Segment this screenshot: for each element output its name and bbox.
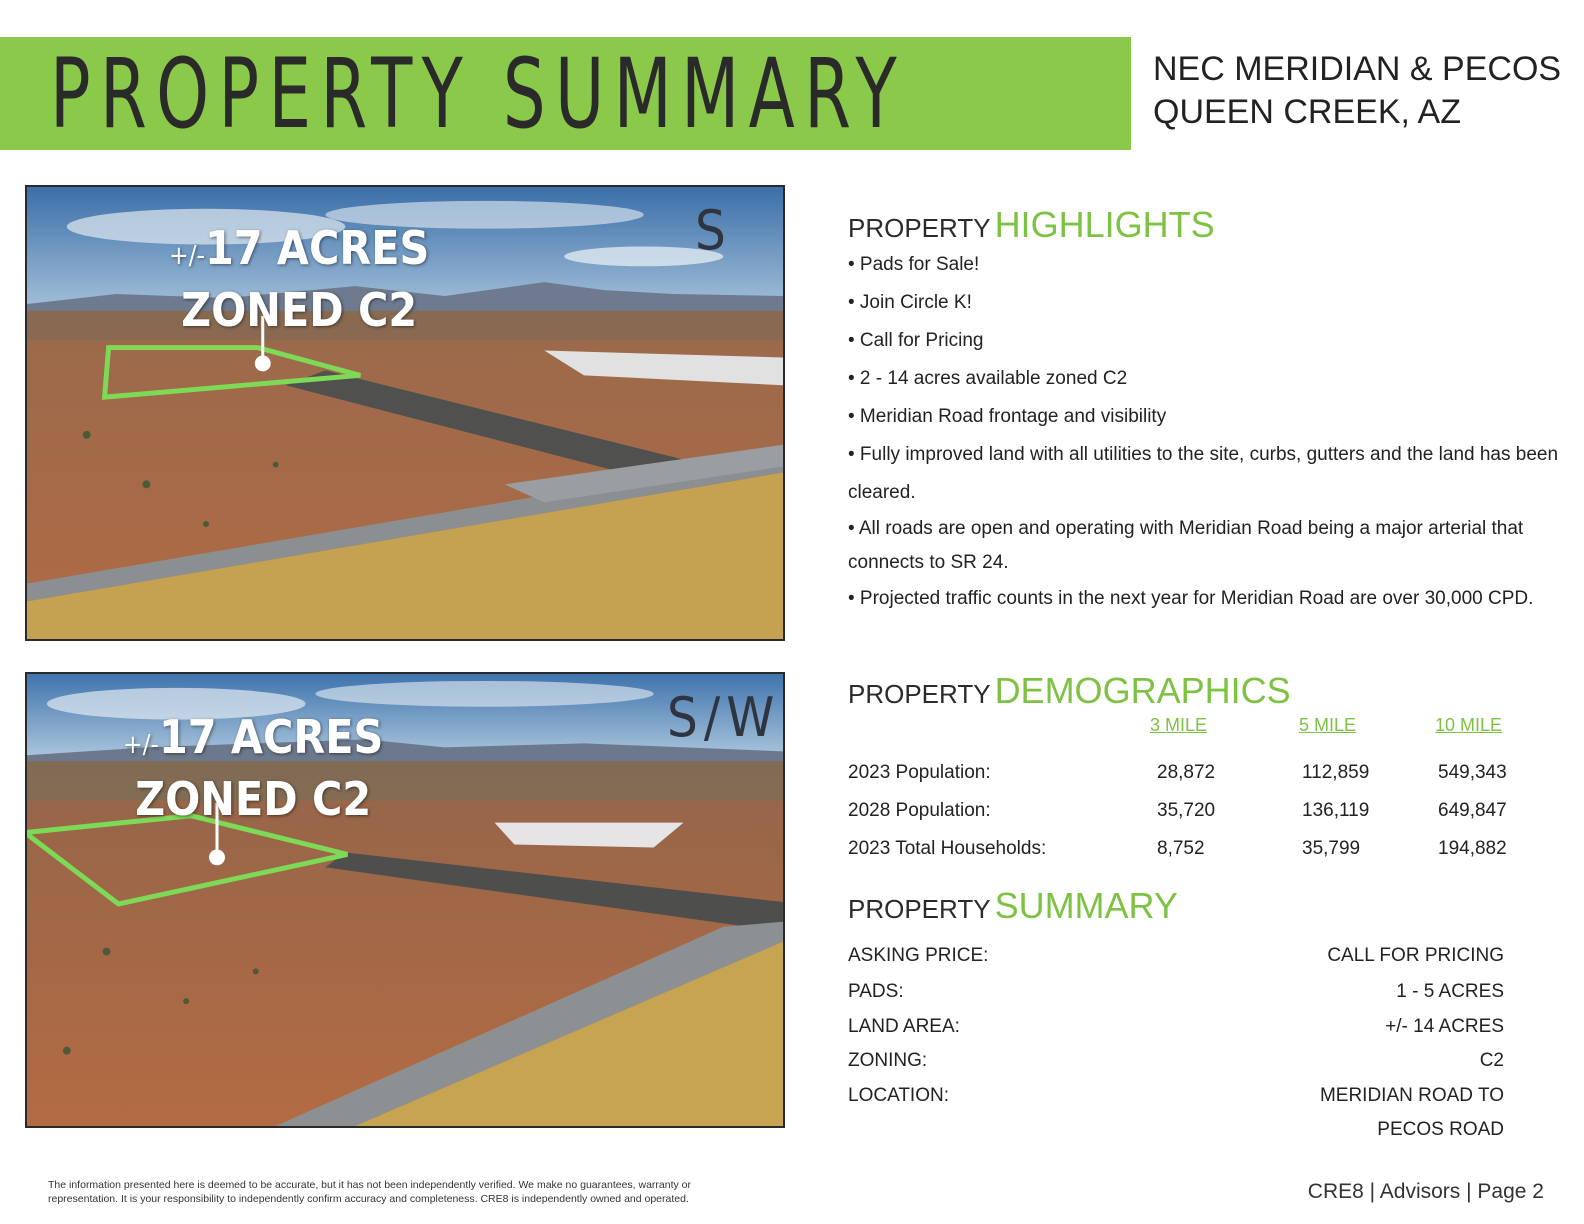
highlights-list: [848, 246, 1568, 618]
summary-label: ZONING:: [848, 1050, 928, 1071]
list-item: • 2 - 14 acres available zoned C2: [848, 368, 1128, 389]
summary-heading: PROPERTY SUMMARY: [848, 885, 1178, 926]
acreage-label: +/-17 ACRES ZONED C2: [123, 710, 384, 826]
summary-label: LAND AREA:: [848, 1016, 960, 1037]
aerial-photo-southwest: [25, 672, 785, 1128]
list-item: • Pads for Sale!: [848, 254, 980, 275]
summary-value: C2: [1479, 1050, 1504, 1071]
summary-row: [848, 1050, 1504, 1084]
row-label: 2023 Total Households:: [848, 838, 1047, 859]
table-row: [848, 762, 1508, 800]
summary-label: LOCATION:: [848, 1085, 949, 1106]
table-row: [848, 800, 1508, 838]
summary-row: [848, 1085, 1504, 1119]
summary-value: PECOS ROAD: [1377, 1119, 1504, 1140]
legal-disclaimer: The information presented here is deemed to be accurate, but it has not been independently verified. We make no guarantees, warranty or representation. It is your responsibility to independently confirm accuracy and completeness. CRE8 is independently owned and operated.: [48, 1179, 692, 1205]
cell-10-mile: 549,343: [1438, 762, 1507, 783]
column-header-3-mile: 3 MILE: [1150, 715, 1208, 735]
property-address: [1153, 48, 1561, 134]
cell-3-mile: 28,872: [1157, 762, 1216, 783]
cell-3-mile: 35,720: [1157, 800, 1216, 821]
list-item: • Call for Pricing: [848, 330, 984, 351]
summary-label: PADS:: [848, 981, 904, 1002]
summary-row: [848, 981, 1504, 1015]
page-title: PROPERTY SUMMARY: [50, 38, 906, 150]
aerial-photo-south: [25, 185, 785, 641]
summary-value: 1 - 5 ACRES: [1396, 981, 1504, 1002]
summary-value: +/- 14 ACRES: [1385, 1016, 1504, 1037]
address-line-1: NEC MERIDIAN & PECOS: [1153, 50, 1562, 88]
list-item: • Projected traffic counts in the next year for Meridian Road are over 30,000 CPD.: [848, 588, 1534, 609]
column-header-10-mile: 10 MILE: [1435, 715, 1503, 735]
summary-value: MERIDIAN ROAD TO: [1319, 1085, 1504, 1106]
row-label: 2023 Population:: [848, 762, 991, 783]
highlights-heading: PROPERTY HIGHLIGHTS: [848, 204, 1215, 245]
list-item: • Join Circle K!: [848, 292, 972, 313]
cell-5-mile: 112,859: [1302, 762, 1370, 783]
summary-value: CALL FOR PRICING: [1327, 945, 1504, 966]
acreage-label: +/-17 ACRES ZONED C2: [169, 221, 430, 337]
demographics-heading: PROPERTY DEMOGRAPHICS: [848, 670, 1291, 711]
cell-3-mile: 8,752: [1157, 838, 1205, 859]
summary-row: [848, 945, 1504, 979]
summary-label: ASKING PRICE:: [848, 945, 989, 966]
summary-row: [848, 1119, 1504, 1153]
address-line-2: QUEEN CREEK, AZ: [1153, 93, 1461, 131]
list-item: • All roads are open and operating with Meridian Road being a major arterial that connects to SR 24.: [848, 518, 1524, 573]
direction-indicator: S/W: [667, 686, 781, 749]
cell-5-mile: 35,799: [1302, 838, 1361, 859]
cell-5-mile: 136,119: [1302, 800, 1370, 821]
table-row: [848, 838, 1508, 876]
brand-page-footer: CRE8 | Advisors | Page 2: [1307, 1180, 1544, 1203]
list-item: • Meridian Road frontage and visibility: [848, 406, 1167, 427]
summary-row: [848, 1016, 1504, 1050]
row-label: 2028 Population:: [848, 800, 991, 821]
direction-indicator: S: [695, 199, 732, 262]
cell-10-mile: 649,847: [1438, 800, 1507, 821]
list-item: • Fully improved land with all utilities to the site, curbs, gutters and the land has been cleared.: [848, 444, 1559, 503]
column-header-5-mile: 5 MILE: [1299, 715, 1357, 735]
cell-10-mile: 194,882: [1438, 838, 1507, 859]
